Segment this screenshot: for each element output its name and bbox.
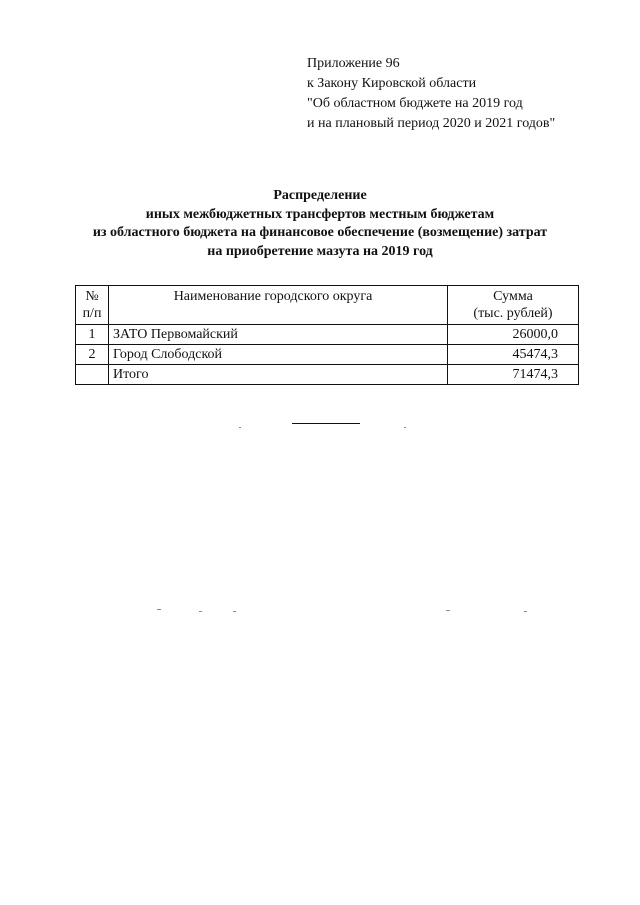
title-line-1: Распределение (273, 188, 367, 203)
row-number: 1 (76, 325, 109, 345)
scan-speck (199, 611, 202, 612)
row-name: Город Слободской (109, 345, 448, 365)
header-sum-line-2: (тыс. рублей) (473, 306, 553, 321)
scan-speck (239, 427, 241, 428)
closing-rule (292, 423, 360, 424)
row-sum: 26000,0 (448, 325, 579, 345)
table-row (76, 325, 579, 345)
scan-speck (524, 611, 527, 612)
appendix-line-2: к Закону Кировской области (307, 76, 477, 91)
row-name: ЗАТО Первомайский (109, 325, 448, 345)
table-total-row (76, 365, 579, 385)
total-label: Итого (109, 365, 448, 385)
document-title (40, 187, 600, 261)
header-number-line-1: № (85, 289, 99, 304)
scan-speck (233, 611, 236, 612)
scan-speck (157, 609, 161, 610)
distribution-table (75, 285, 579, 385)
header-number (76, 286, 109, 325)
header-sum (448, 286, 579, 325)
table-header-row (76, 286, 579, 325)
appendix-header (307, 54, 555, 134)
header-name-text: Наименование городского округа (173, 289, 373, 304)
scan-speck (446, 610, 450, 611)
row-number: 2 (76, 345, 109, 365)
title-line-3: из областного бюджета на финансовое обеспечение (возмещение) затрат (92, 225, 548, 240)
appendix-line-4: и на плановый период 2020 и 2021 годов" (307, 116, 556, 131)
appendix-line-1: Приложение 96 (307, 56, 400, 71)
title-line-2: иных межбюджетных трансфертов местным бюджетам (145, 206, 495, 222)
total-number (76, 365, 109, 385)
table-row (76, 345, 579, 365)
header-name (109, 286, 448, 325)
header-sum-line-1: Сумма (493, 289, 533, 304)
scan-speck (404, 427, 406, 428)
row-sum: 45474,3 (448, 345, 579, 365)
header-number-line-2: п/п (82, 306, 102, 321)
total-sum: 71474,3 (448, 365, 579, 385)
appendix-line-3: "Об областном бюджете на 2019 год (307, 96, 523, 111)
title-line-4: на приобретение мазута на 2019 год (207, 243, 433, 259)
